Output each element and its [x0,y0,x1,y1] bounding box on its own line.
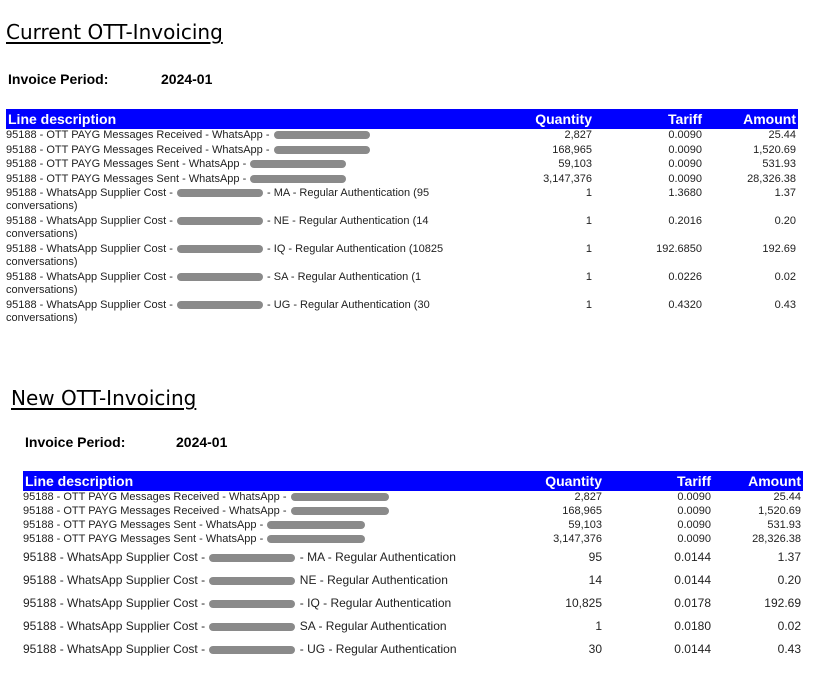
col-line-description: Line description [8,111,117,127]
tariff-cell: 0.0090 [677,491,711,503]
current-invoice-period [8,71,228,87]
line-description [6,215,476,241]
table-row [23,519,803,533]
description-prefix: 95188 - WhatsApp Supplier Cost - [6,215,173,227]
amount-cell: 28,326.38 [747,172,796,185]
description-prefix: 95188 - OTT PAYG Messages Received - WhatsApp - [6,143,270,156]
amount-cell: 0.20 [774,215,796,227]
line-description [6,299,476,325]
current-table-header [6,109,798,129]
description-suffix: - SA - Regular Authentication (1 [267,271,422,283]
description-continuation: conversations) [6,228,78,240]
table-row [6,158,798,173]
line-description [23,643,457,656]
new-period-label: Invoice Period: [25,434,126,450]
quantity-cell: 168,965 [552,143,592,156]
quantity-cell: 1 [595,619,602,633]
description-prefix: 95188 - WhatsApp Supplier Cost - [23,573,206,587]
description-suffix: - MA - Regular Authentication (95 [267,187,430,199]
description-continuation: conversations) [6,256,78,268]
tariff-cell: 0.0144 [674,573,711,587]
redacted-number [274,131,370,139]
col-amount: Amount [743,111,796,127]
redacted-number [177,301,263,309]
redacted-number [209,554,295,562]
tariff-cell: 0.4320 [668,299,702,311]
tariff-cell: 0.0090 [677,519,711,531]
table-row [6,187,798,215]
table-row [23,570,803,593]
description-continuation: conversations) [6,200,78,212]
redacted-number [250,160,346,168]
quantity-cell: 59,103 [558,158,592,170]
quantity-cell: 2,827 [564,129,592,141]
description-prefix: 95188 - WhatsApp Supplier Cost - [6,299,173,311]
col-quantity: Quantity [535,111,592,127]
table-row [23,547,803,570]
table-row [6,243,798,271]
new-heading: New OTT-Invoicing [11,386,197,410]
description-suffix: NE - Regular Authentication [299,573,448,587]
table-row [6,129,798,144]
amount-cell: 25.44 [773,491,801,503]
quantity-cell: 1 [585,243,592,255]
line-description [23,551,456,564]
line-description [23,620,447,633]
line-description [6,144,476,157]
amount-cell: 0.20 [777,573,801,587]
tariff-cell: 1.3680 [668,187,702,199]
amount-cell: 0.43 [774,299,796,311]
redacted-number [250,175,346,183]
tariff-cell: 0.0144 [674,550,711,564]
amount-cell: 0.02 [774,271,796,283]
current-invoice-table [6,109,798,327]
table-row [23,639,803,662]
redacted-number [267,521,365,529]
description-prefix: 95188 - WhatsApp Supplier Cost - [6,187,173,199]
current-heading: Current OTT-Invoicing [6,20,223,44]
new-invoice-table [23,471,803,662]
new-invoice-period [25,434,245,450]
tariff-cell: 0.0090 [668,158,702,170]
table-row [23,533,803,547]
tariff-cell: 0.2016 [668,215,702,227]
redacted-number [177,273,263,281]
line-description [23,597,451,610]
description-prefix: 95188 - WhatsApp Supplier Cost - [6,271,173,283]
amount-cell: 0.02 [777,619,801,633]
quantity-cell: 168,965 [562,505,602,517]
quantity-cell: 2,827 [574,491,602,503]
table-row [6,173,798,188]
quantity-cell: 30 [588,642,602,656]
tariff-cell: 0.0090 [668,129,702,141]
new-period-value: 2024-01 [176,434,228,450]
description-suffix: - IQ - Regular Authentication (10825 [267,243,444,255]
current-table-body [6,129,798,327]
redacted-number [177,217,263,225]
quantity-cell: 95 [588,550,602,564]
table-row [6,215,798,243]
line-description [6,173,476,186]
table-row [6,271,798,299]
line-description [6,129,476,142]
line-description [23,505,390,518]
amount-cell: 25.44 [768,129,796,141]
col-tariff: Tariff [668,111,702,127]
col-tariff: Tariff [677,473,711,489]
description-continuation: conversations) [6,284,78,296]
redacted-number [177,245,263,253]
redacted-number [267,535,365,543]
redacted-number [209,600,295,608]
description-prefix: 95188 - OTT PAYG Messages Received - WhatsApp - [23,491,287,503]
col-line-description: Line description [25,473,134,489]
amount-cell: 0.43 [777,642,801,656]
amount-cell: 28,326.38 [752,533,801,545]
quantity-cell: 14 [588,573,602,587]
description-prefix: 95188 - OTT PAYG Messages Sent - WhatsApp - [23,533,264,545]
col-quantity: Quantity [545,473,602,489]
description-prefix: 95188 - OTT PAYG Messages Received - WhatsApp - [6,129,270,141]
tariff-cell: 0.0090 [668,143,702,156]
new-table-body [23,491,803,662]
description-prefix: 95188 - OTT PAYG Messages Sent - WhatsApp - [6,172,247,185]
line-description [23,533,366,546]
description-suffix: SA - Regular Authentication [299,619,447,633]
description-prefix: 95188 - WhatsApp Supplier Cost - [23,642,206,656]
description-prefix: 95188 - WhatsApp Supplier Cost - [6,243,173,255]
line-description [6,271,476,297]
quantity-cell: 3,147,376 [543,172,592,185]
current-period-value: 2024-01 [161,71,213,87]
col-amount: Amount [748,473,801,489]
amount-cell: 192.69 [762,243,796,255]
table-row [23,616,803,639]
description-prefix: 95188 - OTT PAYG Messages Sent - WhatsApp - [6,158,247,170]
amount-cell: 1,520.69 [753,143,796,156]
redacted-number [209,646,295,654]
quantity-cell: 1 [585,299,592,311]
redacted-number [209,577,295,585]
description-suffix: - MA - Regular Authentication [299,550,456,564]
description-prefix: 95188 - OTT PAYG Messages Received - WhatsApp - [23,505,287,517]
quantity-cell: 59,103 [568,519,602,531]
redacted-number [291,493,389,501]
line-description [23,519,366,532]
redacted-number [177,189,263,197]
redacted-number [209,623,295,631]
tariff-cell: 0.0090 [677,533,711,545]
line-description [6,243,476,269]
redacted-number [291,507,389,515]
quantity-cell: 3,147,376 [553,533,602,545]
amount-cell: 1.37 [777,550,801,564]
tariff-cell: 0.0090 [668,172,702,185]
new-table-header [23,471,803,491]
table-row [23,593,803,616]
description-prefix: 95188 - WhatsApp Supplier Cost - [23,619,206,633]
amount-cell: 531.93 [762,158,796,170]
tariff-cell: 0.0180 [674,619,711,633]
description-continuation: conversations) [6,312,78,324]
quantity-cell: 10,825 [565,596,602,610]
line-description [6,158,476,171]
amount-cell: 531.93 [767,519,801,531]
tariff-cell: 0.0226 [668,271,702,283]
tariff-cell: 0.0144 [674,642,711,656]
line-description [6,187,476,213]
redacted-number [274,146,370,154]
table-row [23,505,803,519]
description-suffix: - IQ - Regular Authentication [299,596,452,610]
description-prefix: 95188 - WhatsApp Supplier Cost - [23,596,206,610]
description-suffix: - NE - Regular Authentication (14 [267,215,429,227]
description-prefix: 95188 - OTT PAYG Messages Sent - WhatsApp - [23,519,264,531]
tariff-cell: 0.0178 [674,596,711,610]
amount-cell: 192.69 [764,596,801,610]
table-row [23,491,803,505]
tariff-cell: 0.0090 [677,505,711,517]
tariff-cell: 192.6850 [656,243,702,255]
line-description [23,491,390,504]
quantity-cell: 1 [585,215,592,227]
line-description [23,574,448,587]
description-prefix: 95188 - WhatsApp Supplier Cost - [23,550,206,564]
quantity-cell: 1 [585,187,592,199]
amount-cell: 1.37 [774,187,796,199]
description-suffix: - UG - Regular Authentication [299,642,457,656]
quantity-cell: 1 [585,271,592,283]
table-row [6,299,798,327]
amount-cell: 1,520.69 [758,505,801,517]
table-row [6,144,798,159]
description-suffix: - UG - Regular Authentication (30 [267,299,430,311]
current-period-label: Invoice Period: [8,71,109,87]
